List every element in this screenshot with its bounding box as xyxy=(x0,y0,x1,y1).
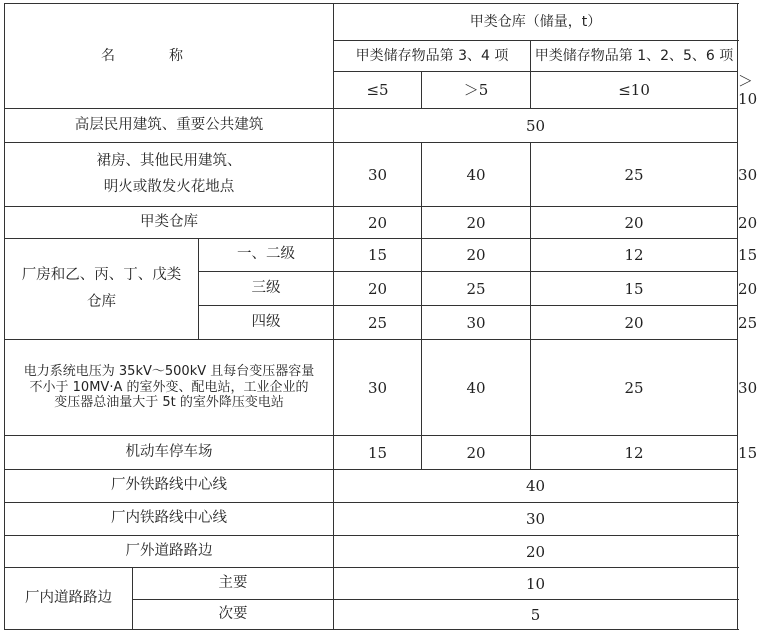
row-parking-name: 机动车停车场 xyxy=(5,436,334,470)
row-podium-v3: 25 xyxy=(531,143,738,207)
row-factory-group-line2: 仓库 xyxy=(87,294,116,310)
row-internal-rail-value: 30 xyxy=(334,503,738,536)
row-external-rail-value: 40 xyxy=(334,470,738,503)
row-internal-road-secondary: 次要 xyxy=(133,600,334,630)
row-factory-grade-4: 四级 xyxy=(199,306,334,340)
header-items-3-4: 甲类储存物品第 3、4 项 xyxy=(334,41,531,72)
row-factory-group-name xyxy=(5,239,199,340)
header-warehouse-group: 甲类仓库（储量，t） xyxy=(334,4,738,41)
row-factory-grade-1-2-v3: 12 xyxy=(531,239,738,272)
row-factory-grade-3-v1: 20 xyxy=(334,272,422,306)
row-external-road-name: 厂外道路路边 xyxy=(5,536,334,568)
row-highrise-name: 高层民用建筑、重要公共建筑 xyxy=(5,109,334,143)
row-internal-road-main: 主要 xyxy=(133,568,334,600)
header-le10: ≤10 xyxy=(531,72,738,109)
row-internal-road-name: 厂内道路路边 xyxy=(5,568,133,630)
row-substation-v3: 25 xyxy=(531,340,738,436)
row-factory-grade-1-2-v1: 15 xyxy=(334,239,422,272)
row-substation-v2: 40 xyxy=(422,340,531,436)
row-substation-line2: 不小于 10MV·A 的室外变、配电站，工业企业的 xyxy=(29,379,309,395)
row-internal-road-main-value: 10 xyxy=(334,568,738,600)
row-factory-grade-1-2: 一、二级 xyxy=(199,239,334,272)
row-external-road-value: 20 xyxy=(334,536,738,568)
row-factory-grade-3: 三级 xyxy=(199,272,334,306)
row-factory-group-line1: 厂房和乙、丙、丁、戊类 xyxy=(21,266,182,283)
row-podium-name xyxy=(5,143,334,207)
row-parking-v3: 12 xyxy=(531,436,738,470)
row-substation-name xyxy=(5,340,334,436)
row-factory-grade-4-v2: 30 xyxy=(422,306,531,340)
row-podium-name-line1: 裙房、其他民用建筑、 xyxy=(96,153,242,170)
row-class-a-warehouse-v1: 20 xyxy=(334,207,422,239)
fire-distance-table: 名称 甲类仓库（储量，t） 甲类储存物品第 3、4 项 甲类储存物品第 1、2、5、6 项 ≤5 ＞5 ≤10 ＞10 高层民用建筑、重要公共建筑 50 裙房、其他民用建筑、 明火或散发火花地点 30 40 25 30 甲类仓库 20 20 20 20 厂房和乙、丙、丁、戊类 仓库 一、二级 15 20 12 15 三级 20 25 15 20 四级 25 30 20 25 电力系统电压为 35kV～500kV 且每台变压器容量 不小于 10MV·A 的室外变、配电站，工业企业的 变压器总油量大于 5t 的室外降压变电站 30 40 25 30 机动车停车场 15 20 12 15 厂外铁路线中心线 40 厂内铁路线中心线 30 厂外道路路边 20 厂内道路路边 主要 10 次要 5 xyxy=(4,3,738,630)
row-podium-name-line2: 明火或散发火花地点 xyxy=(103,178,235,195)
header-gt5: ＞5 xyxy=(422,72,531,109)
row-internal-rail-name: 厂内铁路线中心线 xyxy=(5,503,334,536)
row-internal-road-secondary-value: 5 xyxy=(334,600,738,630)
row-factory-grade-3-v3: 15 xyxy=(531,272,738,306)
row-substation-line1: 电力系统电压为 35kV～500kV 且每台变压器容量 xyxy=(23,364,315,380)
row-parking-v2: 20 xyxy=(422,436,531,470)
row-class-a-warehouse-v2: 20 xyxy=(422,207,531,239)
row-external-rail-name: 厂外铁路线中心线 xyxy=(5,470,334,503)
row-factory-grade-4-v3: 20 xyxy=(531,306,738,340)
row-factory-grade-1-2-v2: 20 xyxy=(422,239,531,272)
row-factory-grade-4-v1: 25 xyxy=(334,306,422,340)
row-highrise-value: 50 xyxy=(334,109,738,143)
row-parking-v1: 15 xyxy=(334,436,422,470)
header-items-1-2-5-6: 甲类储存物品第 1、2、5、6 项 xyxy=(531,41,738,72)
row-class-a-warehouse-v3: 20 xyxy=(531,207,738,239)
row-podium-v2: 40 xyxy=(422,143,531,207)
row-class-a-warehouse-name: 甲类仓库 xyxy=(5,207,334,239)
row-factory-grade-3-v2: 25 xyxy=(422,272,531,306)
row-podium-v1: 30 xyxy=(334,143,422,207)
row-substation-v1: 30 xyxy=(334,340,422,436)
row-substation-line3: 变压器总油量大于 5t 的室外降压变电站 xyxy=(54,395,284,411)
header-name-cell: 名称 xyxy=(5,4,334,109)
header-le5: ≤5 xyxy=(334,72,422,109)
